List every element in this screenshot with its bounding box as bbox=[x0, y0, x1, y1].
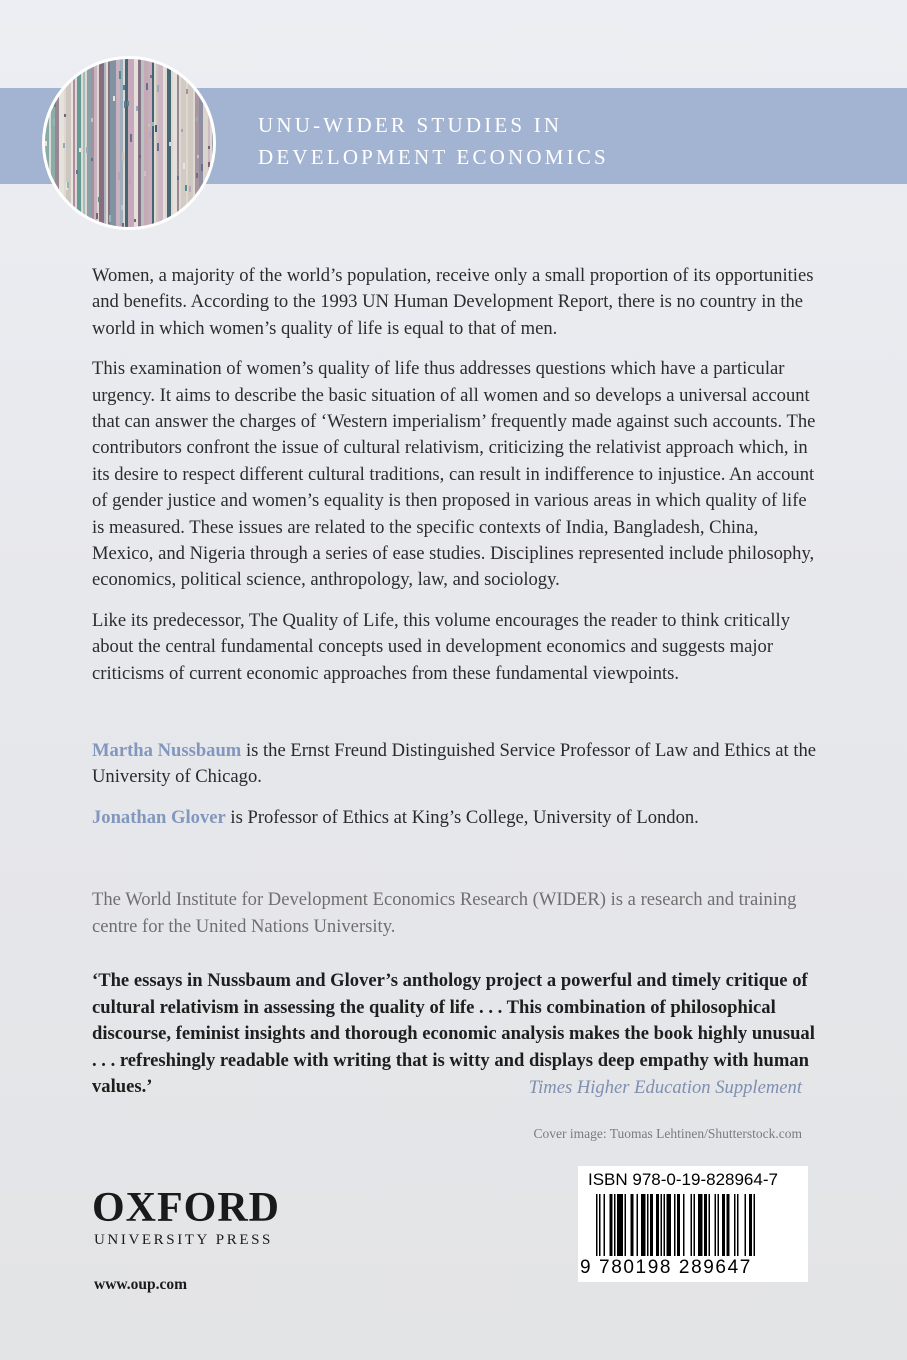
barcode-bar bbox=[734, 1194, 736, 1256]
thread-strand bbox=[55, 59, 59, 230]
thread-fleck bbox=[186, 89, 188, 94]
thread-fleck bbox=[148, 124, 150, 127]
institute-note: The World Institute for Development Economics Research (WIDER) is a research and training centre for the United Nations University. bbox=[92, 889, 797, 937]
publisher-website: www.oup.com bbox=[94, 1276, 188, 1293]
barcode-bar bbox=[656, 1194, 659, 1256]
thread-fleck bbox=[208, 146, 210, 149]
series-title bbox=[258, 109, 609, 173]
barcode-bar bbox=[614, 1194, 616, 1256]
thread-strand bbox=[125, 59, 128, 230]
thread-strand bbox=[120, 59, 123, 230]
author-bio-text-1: is the Ernst Freund Distinguished Service Professor of Law and Ethics at the University of Chicago. bbox=[92, 740, 817, 788]
barcode-bar bbox=[664, 1194, 666, 1256]
thread-fleck bbox=[152, 122, 154, 126]
barcode-bar bbox=[677, 1194, 680, 1256]
thread-fleck bbox=[144, 171, 146, 176]
barcode-bar bbox=[722, 1194, 725, 1256]
thread-fleck bbox=[195, 220, 197, 225]
author-name-1: Martha Nussbaum bbox=[92, 740, 242, 761]
author-bios bbox=[92, 738, 822, 845]
thread-fleck bbox=[169, 142, 171, 146]
thread-fleck bbox=[139, 155, 141, 158]
barcode-bar bbox=[754, 1194, 756, 1256]
barcode-bar bbox=[631, 1194, 634, 1256]
barcode-bar bbox=[715, 1194, 717, 1256]
thread-strand bbox=[173, 59, 177, 230]
thread-strand bbox=[138, 59, 141, 230]
thread-fleck bbox=[181, 129, 183, 132]
thread-fleck bbox=[130, 134, 132, 142]
thread-fleck bbox=[64, 114, 66, 117]
thread-fleck bbox=[113, 96, 115, 101]
isbn-barcode bbox=[578, 1166, 808, 1282]
barcode-bar bbox=[674, 1194, 676, 1256]
thread-fleck bbox=[63, 143, 65, 148]
thread-fleck bbox=[58, 83, 60, 86]
thread-fleck bbox=[122, 223, 124, 230]
cover-credit: Cover image: Tuomas Lehtinen/Shutterstock.com bbox=[533, 1126, 802, 1141]
barcode-bar bbox=[667, 1194, 672, 1256]
thread-strand bbox=[148, 59, 152, 230]
textile-threads-image bbox=[45, 59, 216, 230]
thread-strand bbox=[116, 59, 120, 230]
barcode-bar bbox=[604, 1194, 606, 1256]
thread-fleck bbox=[127, 101, 129, 106]
thread-fleck bbox=[86, 147, 88, 153]
thread-fleck bbox=[157, 143, 159, 151]
cover-art-medallion bbox=[42, 56, 216, 230]
thread-strand bbox=[128, 59, 134, 230]
thread-fleck bbox=[96, 213, 98, 219]
thread-strand bbox=[203, 59, 208, 230]
thread-fleck bbox=[76, 170, 78, 174]
thread-strand bbox=[71, 59, 73, 230]
author-bio-2 bbox=[92, 805, 822, 831]
thread-fleck bbox=[208, 162, 210, 167]
barcode-bar bbox=[647, 1194, 649, 1256]
thread-strand bbox=[195, 59, 199, 230]
book-description bbox=[92, 263, 822, 701]
thread-fleck bbox=[118, 172, 120, 180]
thread-strand bbox=[134, 59, 138, 230]
thread-strand bbox=[77, 59, 81, 230]
thread-strand bbox=[181, 59, 186, 230]
thread-fleck bbox=[101, 63, 103, 66]
thread-fleck bbox=[121, 205, 123, 210]
thread-fleck bbox=[79, 148, 81, 152]
thread-fleck bbox=[119, 71, 121, 79]
barcode-bar bbox=[683, 1194, 685, 1256]
author-name-2: Jonathan Glover bbox=[92, 806, 226, 828]
thread-strand bbox=[152, 59, 154, 230]
thread-fleck bbox=[196, 117, 198, 121]
publisher-subtitle: UNIVERSITY PRESS bbox=[94, 1232, 273, 1248]
barcode-bar bbox=[610, 1194, 613, 1256]
barcode-bar bbox=[650, 1194, 653, 1256]
thread-fleck bbox=[129, 178, 131, 185]
thread-fleck bbox=[136, 106, 138, 111]
thread-fleck bbox=[48, 111, 50, 117]
barcode-bar bbox=[641, 1194, 646, 1256]
barcode-digits: 9 780198 289647 bbox=[580, 1257, 752, 1278]
thread-fleck bbox=[124, 101, 126, 108]
thread-fleck bbox=[185, 185, 187, 191]
thread-strand bbox=[163, 59, 165, 230]
barcode-bar bbox=[727, 1194, 730, 1256]
thread-fleck bbox=[67, 182, 69, 188]
review-quote: ‘The essays in Nussbaum and Glover’s anthology project a powerful and timely critique of cultural relativism in assessing the quality of life . . . This combination of philosophical discourse, feminist insights and thorough economic analysis makes the book highly unusual . . . refreshingly readable with writing that is witty and displays deep empathy with human values.’ bbox=[92, 970, 815, 1098]
barcode-bar bbox=[718, 1194, 720, 1256]
barcode-bar bbox=[704, 1194, 707, 1256]
thread-strand bbox=[214, 59, 216, 230]
thread-strand bbox=[188, 59, 193, 230]
thread-strand bbox=[83, 59, 85, 230]
thread-strand bbox=[73, 59, 75, 230]
thread-fleck bbox=[177, 176, 179, 180]
thread-fleck bbox=[196, 173, 198, 178]
thread-strand bbox=[108, 59, 110, 230]
author-bio-1 bbox=[92, 738, 822, 791]
series-title-line-1: UNU-WIDER STUDIES IN bbox=[258, 113, 563, 137]
thread-fleck bbox=[149, 132, 151, 137]
barcode-bar bbox=[745, 1194, 747, 1256]
thread-strand bbox=[208, 59, 210, 230]
thread-fleck bbox=[109, 215, 111, 222]
thread-strand bbox=[94, 59, 97, 230]
barcode-bar bbox=[749, 1194, 752, 1256]
thread-fleck bbox=[150, 75, 152, 78]
thread-fleck bbox=[91, 118, 93, 122]
isbn-label: ISBN 978-0-19-828964-7 bbox=[588, 1170, 778, 1189]
thread-fleck bbox=[123, 85, 125, 90]
thread-strand bbox=[141, 59, 144, 230]
thread-strand bbox=[104, 59, 106, 230]
thread-fleck bbox=[197, 155, 199, 158]
thread-strand bbox=[110, 59, 116, 230]
thread-fleck bbox=[62, 136, 64, 143]
thread-strand bbox=[99, 59, 104, 230]
thread-strand bbox=[91, 59, 94, 230]
barcode-bar bbox=[625, 1194, 627, 1256]
thread-fleck bbox=[183, 163, 185, 169]
thread-fleck bbox=[155, 125, 157, 132]
barcode-bar bbox=[661, 1194, 663, 1256]
thread-fleck bbox=[134, 219, 136, 222]
thread-fleck bbox=[157, 85, 159, 92]
thread-fleck bbox=[189, 186, 191, 192]
publisher-logo: OXFORD bbox=[92, 1185, 280, 1231]
barcode-bar bbox=[617, 1194, 623, 1256]
barcode-bar bbox=[637, 1194, 639, 1256]
author-bio-text-2: is Professor of Ethics at King’s College, University of London. bbox=[225, 806, 699, 828]
barcode-bar bbox=[599, 1194, 601, 1256]
thread-strand bbox=[199, 59, 203, 230]
thread-strand bbox=[66, 59, 71, 230]
thread-fleck bbox=[73, 59, 75, 67]
thread-fleck bbox=[137, 227, 139, 230]
barcode-bar bbox=[709, 1194, 711, 1256]
barcode-bar bbox=[698, 1194, 703, 1256]
barcode-bar bbox=[691, 1194, 693, 1256]
thread-fleck bbox=[54, 102, 56, 107]
thread-fleck bbox=[45, 141, 47, 146]
thread-fleck bbox=[98, 197, 100, 202]
barcode-bar bbox=[596, 1194, 598, 1256]
barcode-bar bbox=[694, 1194, 696, 1256]
description-paragraph-1: Women, a majority of the world’s population, receive only a small proportion of its opportunities and benefits. According to the 1993 UN Human Development Report, there is no country in the world in which women’s quality of life is equal to that of men. bbox=[92, 265, 814, 339]
thread-strand bbox=[177, 59, 179, 230]
thread-fleck bbox=[201, 164, 203, 171]
thread-strand bbox=[51, 59, 55, 230]
thread-strand bbox=[87, 59, 91, 230]
thread-fleck bbox=[53, 118, 55, 123]
thread-fleck bbox=[146, 83, 148, 90]
description-paragraph-3: Like its predecessor, The Quality of Life, this volume encourages the reader to think critically about the central fundamental concepts used in development economics and suggests major criticisms of current economic approaches from these fundamental viewpoints. bbox=[92, 609, 791, 684]
description-paragraph-2: This examination of women’s quality of life thus addresses questions which have a particular urgency. It aims to describe the basic situation of all women and so develops a universal account that can answer the charges of ‘Western imperialism’ frequently made against such accounts. The contributors confront the issue of cultural relativism, criticizing the relativist approach which, in its desire to respect different cultural traditions, can result in indifference to injustice. An account of gender justice and women’s equality is then proposed in various areas in which quality of life is measured. These issues are related to the specific contexts of India, Bangladesh, China, Mexico, and Nigeria through a series of ease studies. Disciplines represented include philosophy, economics, political science, anthropology, law, and sociology. bbox=[92, 358, 816, 591]
thread-fleck bbox=[122, 153, 124, 161]
review-source: Times Higher Education Supplement bbox=[528, 1077, 802, 1098]
thread-strand bbox=[212, 59, 214, 230]
thread-fleck bbox=[91, 158, 93, 161]
series-title-line-2: DEVELOPMENT ECONOMICS bbox=[258, 145, 609, 169]
barcode-bar bbox=[737, 1194, 739, 1256]
